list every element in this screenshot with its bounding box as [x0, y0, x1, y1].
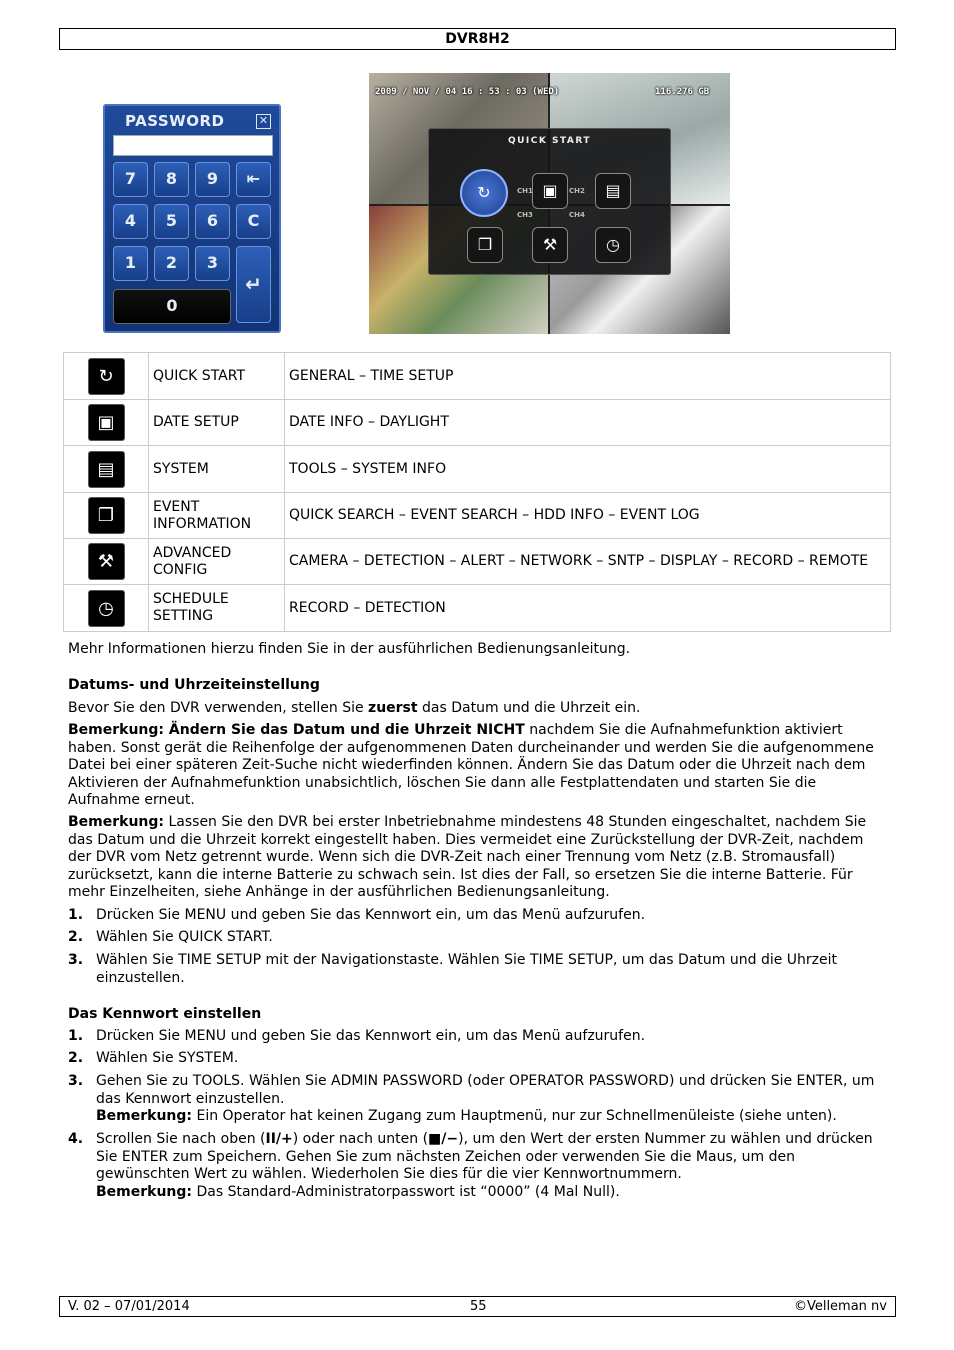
menu-items: CAMERA – DETECTION – ALERT – NETWORK – SNTP – DISPLAY – RECORD – REMOTE [285, 539, 891, 585]
table-row [64, 585, 891, 632]
key-5: 5 [154, 204, 189, 239]
event-information-icon: ❐ [467, 227, 503, 263]
menu-name: DATE SETUP [149, 400, 285, 446]
menu-name: ADVANCED CONFIG [149, 539, 285, 585]
menu-name: EVENT INFORMATION [149, 493, 285, 539]
table-row [64, 539, 891, 585]
table-row [64, 400, 891, 446]
quick-start-icon: ↻ [88, 358, 125, 395]
step-text: ) oder nach unten ( [292, 1131, 429, 1147]
menu-name: QUICK START [149, 353, 285, 400]
page-header [59, 28, 896, 50]
date-setup-icon: ▣ [88, 404, 125, 441]
step-text: Gehen Sie zu TOOLS. Wählen Sie ADMIN PASSWORD (oder OPERATOR PASSWORD) und drücken Sie ENTER, um das Kennwort einzustellen. [96, 1073, 875, 1107]
section-heading-password: Das Kennwort einstellen [68, 1006, 262, 1022]
schedule-setting-icon: ◷ [595, 227, 631, 263]
menu-items: GENERAL – TIME SETUP [285, 353, 891, 400]
note-bold: Bemerkung: [96, 1108, 193, 1124]
date-setup-icon: ▣ [532, 173, 568, 209]
table-row [64, 446, 891, 493]
system-icon: ▤ [595, 173, 631, 209]
key-1: 1 [113, 246, 148, 281]
intro-bold: zuerst [368, 700, 418, 716]
list-number: 3. [68, 1073, 84, 1089]
list-text [96, 1131, 888, 1201]
key-0: 0 [113, 289, 231, 324]
list-number: 2. [68, 1050, 84, 1066]
channel-label: CH1 [517, 187, 533, 195]
table-row [64, 353, 891, 400]
list-text: Wählen Sie SYSTEM. [96, 1050, 239, 1066]
list-text [96, 1073, 888, 1126]
page-footer [59, 1296, 896, 1317]
advanced-config-icon: ⚒ [532, 227, 568, 263]
quick-start-icon: ↻ [460, 169, 508, 217]
backspace-icon: ⇤ [236, 162, 271, 197]
key-7: 7 [113, 162, 148, 197]
table-row [64, 493, 891, 539]
list-text: Wählen Sie QUICK START. [96, 929, 273, 945]
channel-label: CH2 [569, 187, 585, 195]
menu-items: TOOLS – SYSTEM INFO [285, 446, 891, 493]
section-heading-date-time: Datums- und Uhrzeiteinstellung [68, 677, 320, 693]
step-text: Scrollen Sie nach oben ( [96, 1131, 266, 1147]
channel-label: CH4 [569, 211, 585, 219]
quick-start-panel [428, 128, 671, 275]
event-information-icon: ❐ [88, 497, 125, 534]
footer-copyright: ©Velleman nv [793, 1299, 887, 1314]
list-number: 1. [68, 1028, 84, 1044]
pause-plus-icon: II/+ [265, 1131, 293, 1147]
key-3: 3 [195, 246, 230, 281]
note-bold: Bemerkung: Ändern Sie das Datum und die Uhrzeit NICHT [68, 722, 525, 738]
more-info-text: Mehr Informationen hierzu finden Sie in der ausführlichen Bedienungsanleitung. [68, 641, 631, 657]
header-title: DVR8H2 [445, 31, 510, 47]
advanced-config-icon: ⚒ [88, 543, 125, 580]
note-bold: Bemerkung: [96, 1183, 193, 1200]
footer-version: V. 02 – 07/01/2014 [68, 1299, 190, 1314]
list-number: 4. [68, 1131, 84, 1147]
dvr-screen-image [369, 73, 730, 334]
key-6: 6 [195, 204, 230, 239]
intro-text: das Datum und die Uhrzeit ein. [417, 700, 641, 716]
footer-page-number: 55 [470, 1299, 487, 1314]
note-paragraph-1 [68, 722, 888, 810]
note-paragraph-2 [68, 814, 888, 902]
menu-items: RECORD – DETECTION [285, 585, 891, 632]
list-text: Drücken Sie MENU und geben Sie das Kennwort ein, um das Menü aufzurufen. [96, 1028, 646, 1044]
note-text: nachdem Sie die Aufnahmefunktion aktiviert haben. Sonst gerät die Reihenfolge der aufgenommenen Daten durcheinander und werden Sie die aufgenommene Datei bei einer späteren Zeit-Suche nicht wiederfinden können. Ändern Sie das Datum oder die Uhrzeit nach dem Aktivieren der Aufnahmefunktion unabsichtlich, löschen Sie dann alle Festplattendaten und starten Sie die Aufnahme erneut. [68, 722, 874, 808]
password-field [113, 135, 273, 156]
note-text: Lassen Sie den DVR bei erster Inbetriebnahme mindestens 48 Stunden eingeschaltet, nachdem Sie das Datum und die Uhrzeit korrekt eingestellt haben. Dies vermeidet eine Zurückstellung der DVR-Zeit, nachdem der DVR vom Netz getrennt wurde. Wenn sich die DVR-Zeit nach einer Trennung vom Netz (z.B. Stromausfall) zurücksetzt, kann die interne Batterie zu schwach sein. Ist dies der Fall, so ersetzen Sie die interne Batterie. Für mehr Einzelheiten, siehe Anhänge in der ausführlichen Bedienungsanleitung. [68, 814, 867, 900]
note-bold: Bemerkung: [68, 814, 165, 830]
system-icon: ▤ [88, 451, 125, 488]
key-clear: C [236, 204, 271, 239]
quick-start-title: QUICK START [507, 136, 592, 146]
list-text: Wählen Sie TIME SETUP mit der Navigationstaste. Wählen Sie TIME SETUP, um das Datum und die Uhrzeit einzustellen. [96, 952, 838, 986]
keypad-title: PASSWORD [125, 112, 225, 130]
key-2: 2 [154, 246, 189, 281]
key-4: 4 [113, 204, 148, 239]
menu-table [63, 352, 891, 632]
stop-minus-icon: ■/− [428, 1131, 459, 1147]
list-number: 1. [68, 907, 84, 923]
close-icon: ✕ [256, 114, 271, 129]
osd-datetime: 2009 / NOV / 04 16 : 53 : 03 (WED) [375, 87, 560, 97]
step-text: ), um den Wert der ersten Nummer zu wählen und drücken Sie ENTER zum Speichern. Gehen Sie zum nächsten Zeichen oder verwenden Sie die Maus, um den gewünschten Wert zu wählen. Wiederholen Sie dies für die vier Kennwortnummern. [96, 1131, 873, 1182]
note-text: Ein Operator hat keinen Zugang zum Hauptmenü, nur zur Schnellmenüleiste (siehe unten). [192, 1108, 837, 1124]
menu-items: QUICK SEARCH – EVENT SEARCH – HDD INFO – EVENT LOG [285, 493, 891, 539]
menu-name: SYSTEM [149, 446, 285, 493]
list-text: Drücken Sie MENU und geben Sie das Kennwort ein, um das Menü aufzurufen. [96, 907, 646, 923]
intro-paragraph [68, 700, 888, 718]
note-text: Das Standard-Administratorpasswort ist “0000” (4 Mal Null). [192, 1183, 620, 1200]
menu-name: SCHEDULE SETTING [149, 585, 285, 632]
menu-items: DATE INFO – DAYLIGHT [285, 400, 891, 446]
password-keypad [103, 104, 281, 333]
schedule-setting-icon: ◷ [88, 590, 125, 627]
key-8: 8 [154, 162, 189, 197]
channel-label: CH3 [517, 211, 533, 219]
osd-hdd: 116.276 GB [655, 87, 710, 97]
list-number: 2. [68, 929, 84, 945]
list-number: 3. [68, 952, 84, 968]
enter-icon: ↵ [236, 246, 271, 323]
key-9: 9 [195, 162, 230, 197]
intro-text: Bevor Sie den DVR verwenden, stellen Sie [68, 700, 369, 716]
